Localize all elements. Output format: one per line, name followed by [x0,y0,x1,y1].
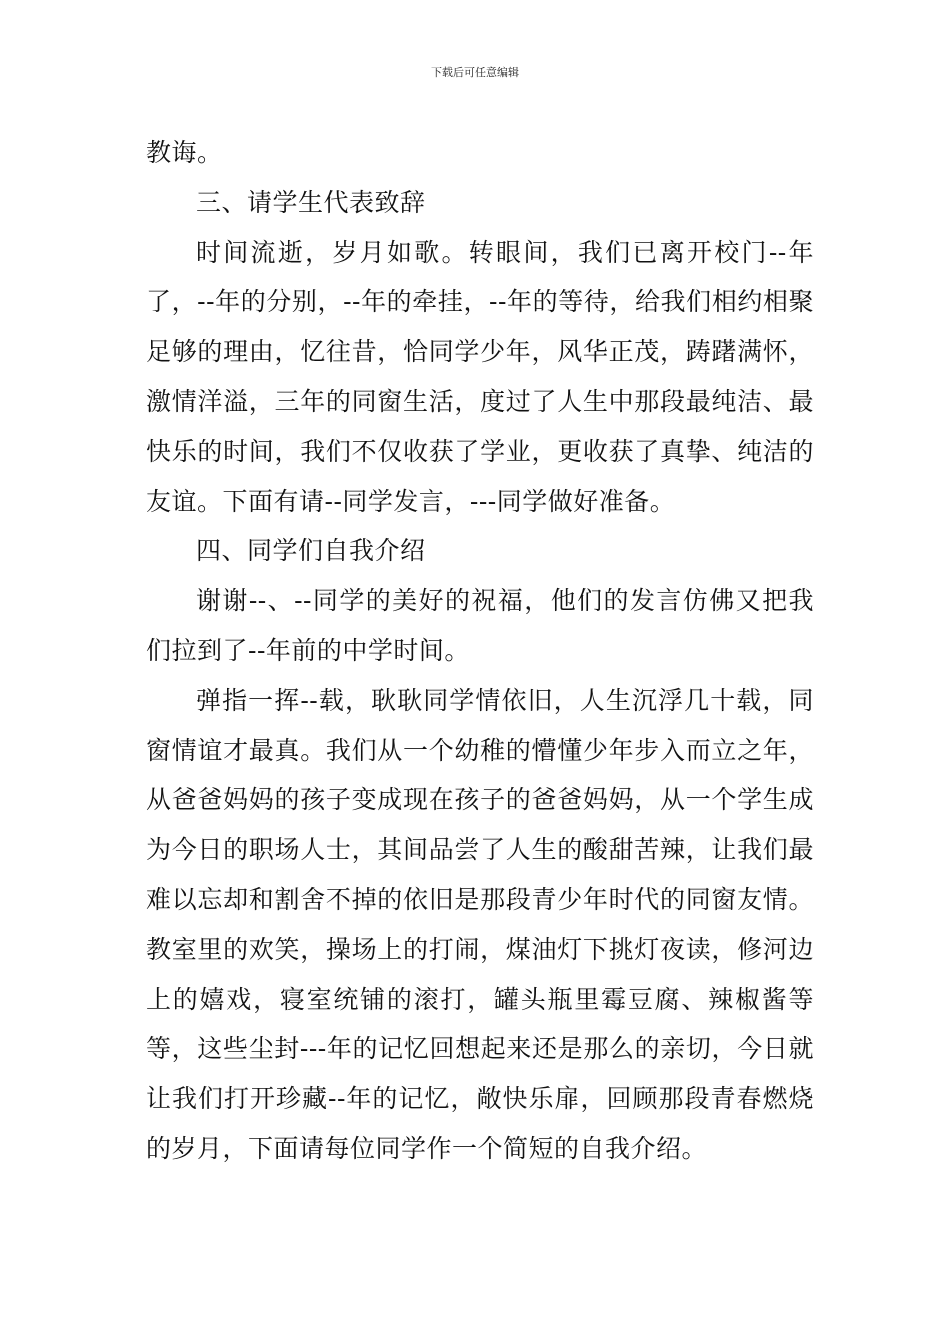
section-heading: 三、请学生代表致辞 [196,187,426,217]
section-heading: 四、同学们自我介绍 [196,536,426,566]
paragraph: 教诲。 [146,138,223,167]
paragraph: 时间流逝，岁月如歌。转眼间，我们已离开校门--年了，--年的分别，--年的牵挂，--年的等待，给我们相约相聚足够的理由，忆往昔，恰同学少年，风华正茂，踌躇满怀，激情洋溢，三年的同窗生活，度过了人生中那段最纯洁、最快乐的时间，我们不仅收获了学业，更收获了真挚、纯洁的友谊。下面有请--同学发言，---同学做好准备。 [146,237,814,516]
paragraph: 弹指一挥--载，耿耿同学情依旧，人生沉浮几十载，同窗情谊才最真。我们从一个幼稚的懵懂少年步入而立之年，从爸爸妈妈的孩子变成现在孩子的爸爸妈妈，从一个学生成为今日的职场人士，其间品尝了人生的酸甜苦辣，让我们最难以忘却和割舍不掉的依旧是那段青少年时代的同窗友情。教室里的欢笑，操场上的打闹，煤油灯下挑灯夜读，修河边上的嬉戏，寝室统铺的滚打，罐头瓶里霉豆腐、辣椒酱等等，这些尘封---年的记忆回想起来还是那么的亲切，今日就让我们打开珍藏--年的记忆，敞快乐扉，回顾那段青春燃烧的岁月，下面请每位同学作一个简短的自我介绍。 [146,685,814,1163]
document-body [146,128,814,1174]
page-header: 下载后可任意编辑 [431,66,519,79]
paragraph: 谢谢--、--同学的美好的祝福，他们的发言仿佛又把我们拉到了--年前的中学时间。 [146,586,814,665]
